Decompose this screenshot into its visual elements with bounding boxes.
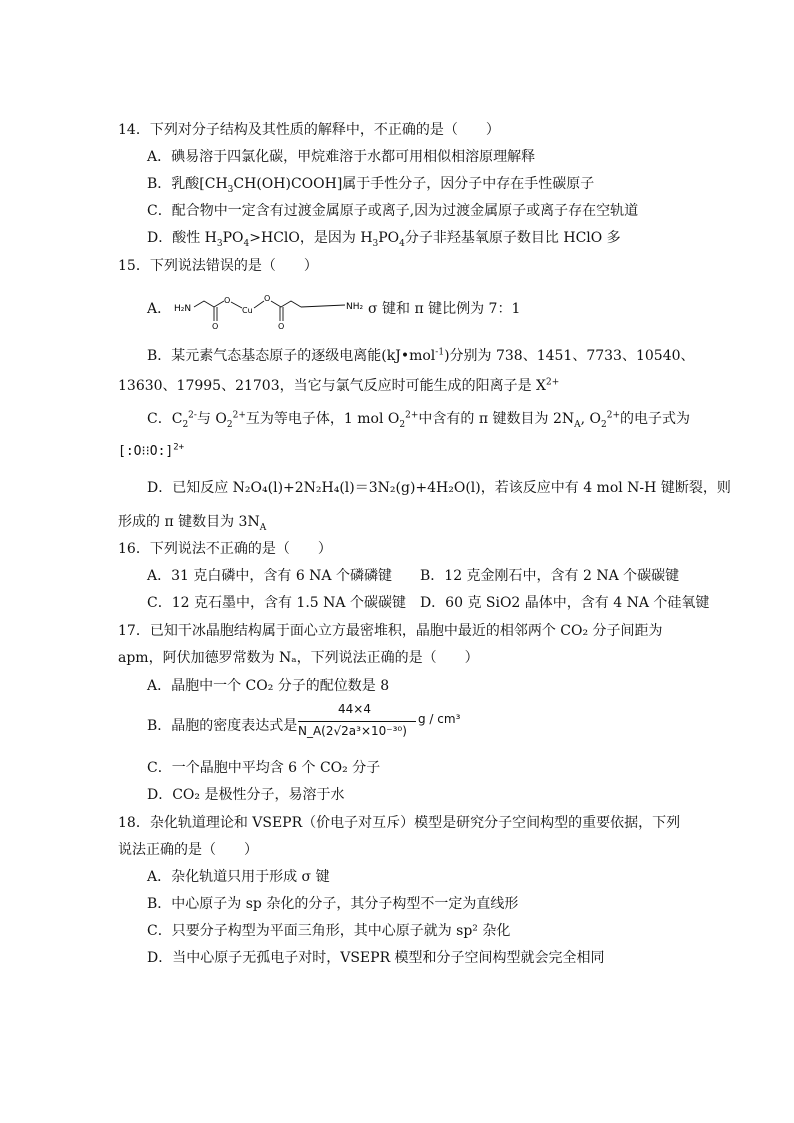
svg-text:O: O <box>278 322 285 331</box>
q15-option-b-line1: B．某元素气态基态原子的逐级电离能(kJ•mol$^{-1}$)分别为 738、1451、7733、10540、 <box>147 347 695 364</box>
density-unit: g / cm³ <box>418 712 461 726</box>
q15-stem: 15．下列说法错误的是（ ） <box>118 258 318 274</box>
mol-nh2-label: NH₂ <box>346 302 364 312</box>
q14-option-b: B．乳酸$[CH_3CH(OH)COOH]$属于手性分子，因分子中存在手性碳原子 <box>147 176 595 195</box>
q17-stem-line1: 17．已知干冰晶胞结构属于面心立方最密堆积，晶胞中最近的相邻两个 CO₂ 分子间距为 <box>118 623 663 639</box>
q17-option-d: D．CO₂ 是极性分子，易溶于水 <box>147 787 345 803</box>
q18-stem-line1: 18．杂化轨道理论和 VSEPR（价电子对互斥）模型是研究分子空间构型的重要依据，下列 <box>118 815 681 831</box>
svg-text:O: O <box>224 296 231 305</box>
q16-stem: 16．下列说法不正确的是（ ） <box>118 541 332 557</box>
q17-option-c: C．一个晶胞中平均含 6 个 CO₂ 分子 <box>147 760 381 776</box>
q17-option-b: B．晶胞的密度表达式是 <box>147 718 298 734</box>
q16-options-ab: A．31 克白磷中，含有 6 NA 个磷磷键 B．12 克金刚石中，含有 2 NA 个碳碳键 <box>147 568 680 584</box>
q17-option-a: A．晶胞中一个 CO₂ 分子的配位数是 8 <box>147 678 390 694</box>
fraction-bar <box>298 721 416 722</box>
svg-text:O: O <box>212 322 219 331</box>
q15-option-a-text: σ 键和 π 键比例为 7：1 <box>368 301 521 317</box>
density-denominator: N_A(2√2a³×10⁻³⁰) <box>298 724 407 738</box>
q15-option-d-line1: D．已知反应 N₂O₄(l)+2N₂H₄(l)＝3N₂(g)+4H₂O(l)，若该反应中有 4 mol N-H 键断裂，则 <box>147 480 731 496</box>
q14-option-a: A．碘易溶于四氯化碳，甲烷难溶于水都可用相似相溶原理解释 <box>147 149 536 165</box>
density-numerator: 44×4 <box>338 702 371 716</box>
q15-option-c: C．$C_2^{2-}$与 $O_2^{2+}$互为等电子体，1 mol $O_2^{2+}$中含有的 π 键数目为 $2N_A$, $O_2^{2+}$的电子式为 <box>147 410 691 430</box>
lewis-structure-o2: [:O⁝⁝O:]$^{2+}$ <box>118 442 185 459</box>
mol-cu-label: Cu <box>242 306 253 315</box>
mol-h2n-label: H₂N <box>174 304 192 314</box>
q17-stem-line2: apm，阿伏加德罗常数为 Nₐ，下列说法正确的是（ ） <box>118 650 479 666</box>
q16-options-cd: C．12 克石墨中，含有 1.5 NA 个碳碳键 D．60 克 SiO2 晶体中，含有 4 NA 个硅氧键 <box>147 595 710 611</box>
q15-option-d-line2: 形成的 π 键数目为 $3N_A$ <box>118 514 267 533</box>
q18-option-d: D．当中心原子无孤电子对时，VSEPR 模型和分子空间构型就会完全相同 <box>147 950 605 966</box>
q15-option-b-line2: 13630、17995、21703，当它与氯气反应时可能生成的阳离子是 $X^{2+}$ <box>118 377 560 394</box>
q18-stem-line2: 说法正确的是（ ） <box>118 842 258 858</box>
q18-option-c: C．只要分子构型为平面三角形，其中心原子就为 sp² 杂化 <box>147 923 511 939</box>
svg-text:O: O <box>264 294 271 303</box>
q14-option-d: D．酸性 $H_3PO_4>HClO$，是因为 $H_3PO_4$分子非羟基氧原子数目比 HClO 多 <box>147 230 621 249</box>
q15-option-a-label: A． <box>147 301 172 317</box>
q18-option-a: A．杂化轨道只用于形成 σ 键 <box>147 869 330 885</box>
q14-option-c: C．配合物中一定含有过渡金属原子或离子,因为过渡金属原子或离子存在空轨道 <box>147 203 639 219</box>
q14-stem: 14．下列对分子结构及其性质的解释中，不正确的是（ ） <box>118 122 500 138</box>
copper-glycinate-structure <box>170 287 380 331</box>
density-formula <box>298 702 461 746</box>
q18-option-b: B．中心原子为 sp 杂化的分子，其分子构型不一定为直线形 <box>147 896 519 912</box>
